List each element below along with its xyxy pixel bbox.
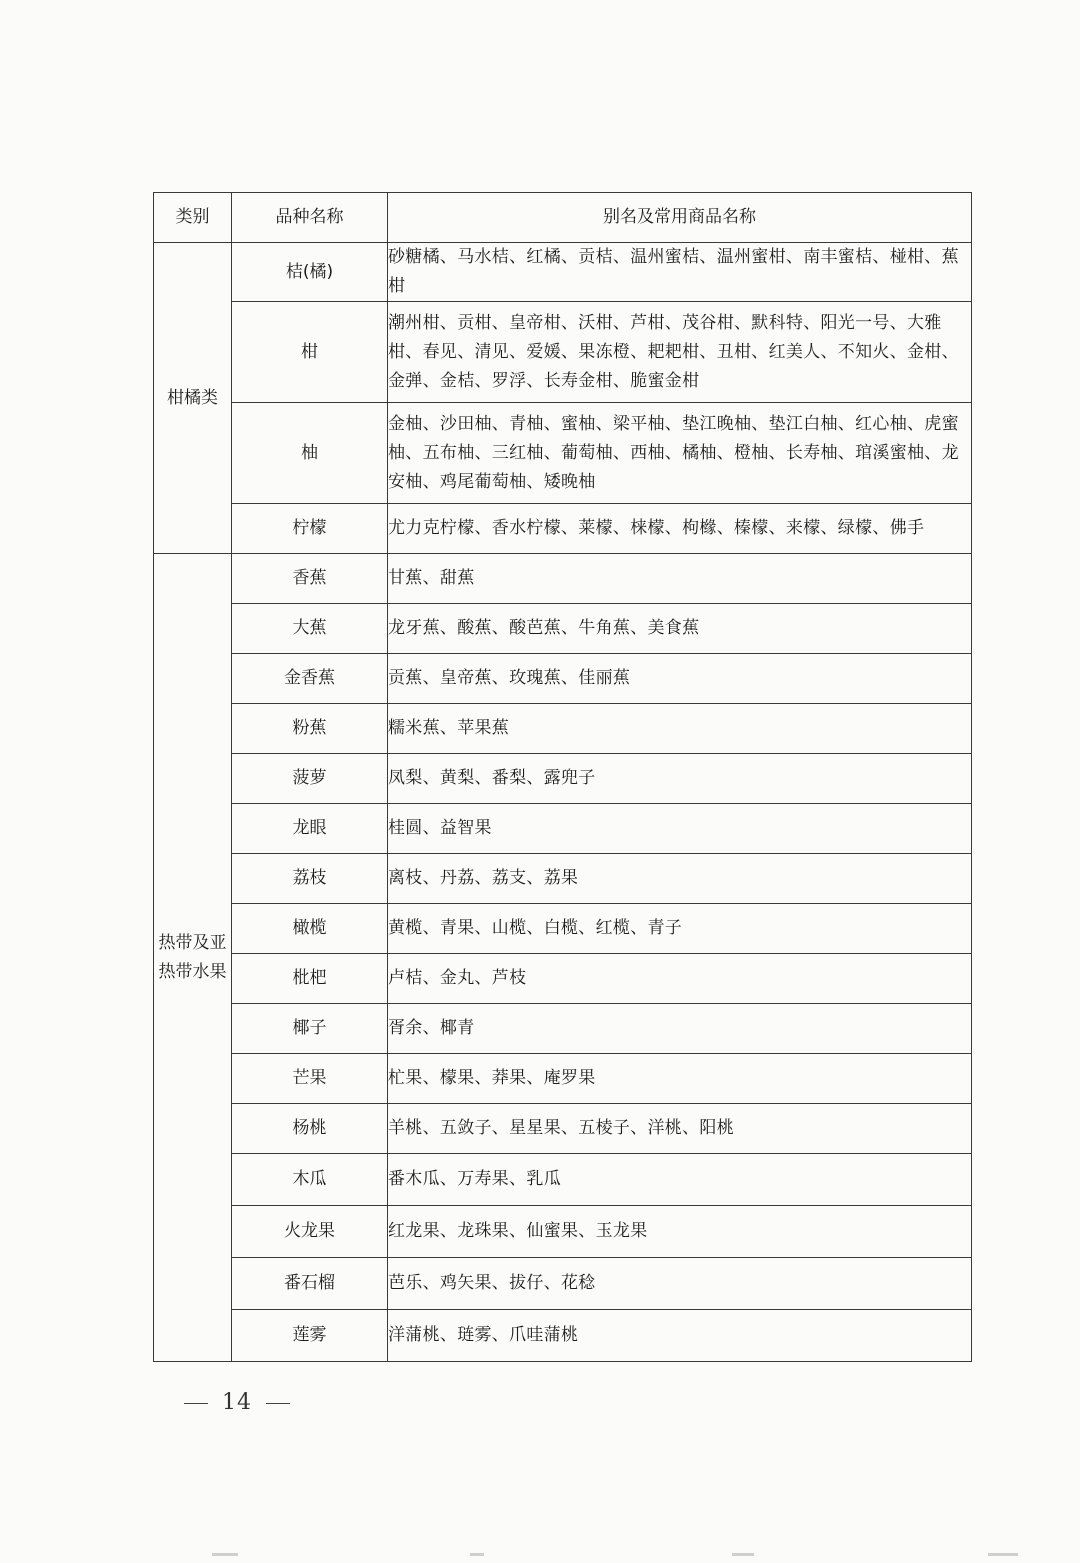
table-row [154, 403, 972, 504]
aliases-cell: 洋蒲桃、琏雾、爪哇蒲桃 [388, 1310, 972, 1362]
aliases-cell: 潮州柑、贡柑、皇帝柑、沃柑、芦柑、茂谷柑、默科特、阳光一号、大雅柑、春见、清见、爱媛、果冻橙、耙耙柑、丑柑、红美人、不知火、金柑、金弹、金桔、罗浮、长寿金柑、脆蜜金柑 [388, 302, 972, 403]
table-row [154, 243, 972, 302]
aliases-cell: 金柚、沙田柚、青柚、蜜柚、梁平柚、垫江晚柚、垫江白柚、红心柚、虎蜜柚、五布柚、三红柚、葡萄柚、西柚、橘柚、橙柚、长寿柚、琯溪蜜柚、龙安柚、鸡尾葡萄柚、矮晚柚 [388, 403, 972, 504]
aliases-cell: 贡蕉、皇帝蕉、玫瑰蕉、佳丽蕉 [388, 654, 972, 704]
aliases-cell: 尤力克柠檬、香水柠檬、莱檬、梾檬、枸橼、榛檬、来檬、绿檬、佛手 [388, 504, 972, 554]
variety-cell: 龙眼 [232, 804, 388, 854]
category-cell: 热带及亚热带水果 [154, 554, 232, 1362]
variety-cell: 火龙果 [232, 1206, 388, 1258]
scan-artifact [470, 1553, 484, 1556]
variety-cell: 桔(橘) [232, 243, 388, 302]
aliases-cell: 桂圆、益智果 [388, 804, 972, 854]
aliases-cell: 黄榄、青果、山榄、白榄、红榄、青子 [388, 904, 972, 954]
header-variety: 品种名称 [232, 193, 388, 243]
footer-dash-left [184, 1403, 208, 1404]
variety-cell: 大蕉 [232, 604, 388, 654]
scan-artifact [732, 1553, 754, 1556]
table-row [154, 1004, 972, 1054]
table-row [154, 754, 972, 804]
variety-cell: 莲雾 [232, 1310, 388, 1362]
page-number: 14 [222, 1390, 252, 1415]
aliases-cell: 胥余、椰青 [388, 1004, 972, 1054]
table-row [154, 1104, 972, 1154]
aliases-cell: 卢桔、金丸、芦枝 [388, 954, 972, 1004]
aliases-cell: 砂糖橘、马水桔、红橘、贡桔、温州蜜桔、温州蜜柑、南丰蜜桔、椪柑、蕉柑 [388, 243, 972, 302]
aliases-cell: 羊桃、五敛子、星星果、五棱子、洋桃、阳桃 [388, 1104, 972, 1154]
aliases-cell: 龙牙蕉、酸蕉、酸芭蕉、牛角蕉、美食蕉 [388, 604, 972, 654]
table-row [154, 904, 972, 954]
table-row [154, 854, 972, 904]
variety-cell: 柠檬 [232, 504, 388, 554]
variety-cell: 香蕉 [232, 554, 388, 604]
variety-cell: 芒果 [232, 1054, 388, 1104]
variety-cell: 番石榴 [232, 1258, 388, 1310]
fruit-alias-table [153, 192, 972, 1362]
variety-cell: 杨桃 [232, 1104, 388, 1154]
table-row [154, 1154, 972, 1206]
table-row [154, 604, 972, 654]
footer-dash-right [266, 1403, 290, 1404]
scan-artifact [988, 1553, 1018, 1556]
table-row [154, 302, 972, 403]
table-row [154, 804, 972, 854]
aliases-cell: 凤梨、黄梨、番梨、露兜子 [388, 754, 972, 804]
variety-cell: 金香蕉 [232, 654, 388, 704]
aliases-cell: 甘蕉、甜蕉 [388, 554, 972, 604]
variety-cell: 柚 [232, 403, 388, 504]
aliases-cell: 番木瓜、万寿果、乳瓜 [388, 1154, 972, 1206]
table-header-row [154, 193, 972, 243]
table-row [154, 554, 972, 604]
header-category: 类别 [154, 193, 232, 243]
variety-cell: 菠萝 [232, 754, 388, 804]
category-cell: 柑橘类 [154, 243, 232, 554]
variety-cell: 橄榄 [232, 904, 388, 954]
table-row [154, 654, 972, 704]
table-row [154, 704, 972, 754]
variety-cell: 荔枝 [232, 854, 388, 904]
variety-cell: 椰子 [232, 1004, 388, 1054]
variety-cell: 枇杷 [232, 954, 388, 1004]
variety-cell: 木瓜 [232, 1154, 388, 1206]
variety-cell: 柑 [232, 302, 388, 403]
table-row [154, 1054, 972, 1104]
table-row [154, 1310, 972, 1362]
table-row [154, 954, 972, 1004]
variety-cell: 粉蕉 [232, 704, 388, 754]
aliases-cell: 离枝、丹荔、荔支、荔果 [388, 854, 972, 904]
page-footer [170, 1390, 304, 1415]
table-row [154, 1206, 972, 1258]
aliases-cell: 芭乐、鸡矢果、拔仔、花稔 [388, 1258, 972, 1310]
aliases-cell: 红龙果、龙珠果、仙蜜果、玉龙果 [388, 1206, 972, 1258]
aliases-cell: 糯米蕉、苹果蕉 [388, 704, 972, 754]
table-row [154, 504, 972, 554]
aliases-cell: 杧果、檬果、莽果、庵罗果 [388, 1054, 972, 1104]
table-row [154, 1258, 972, 1310]
header-aliases: 别名及常用商品名称 [388, 193, 972, 243]
scan-artifact [212, 1553, 238, 1556]
